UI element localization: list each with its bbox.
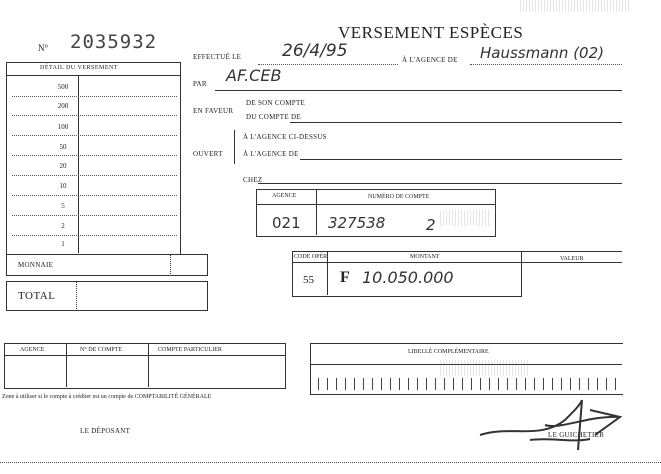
code-oper-header: CODE OPÉR. — [294, 254, 329, 260]
row-line — [12, 195, 177, 196]
denom-50: 50 — [59, 143, 67, 151]
libelle-char-grid — [318, 378, 618, 390]
a-lagence-de-label: À L'AGENCE DE — [243, 150, 299, 158]
total-divider — [76, 282, 77, 309]
account-header-line — [256, 204, 495, 205]
denom-10: 10 — [59, 182, 67, 190]
operation-header-line — [292, 262, 622, 263]
account-cle-value[interactable]: 2 — [426, 216, 436, 234]
row-line — [12, 115, 177, 116]
general-compte-header: N° DE COMPTE — [80, 347, 123, 353]
detail-header-line — [6, 75, 180, 76]
bottom-edge-line — [0, 462, 661, 463]
chez-line — [258, 183, 622, 184]
row-line — [12, 155, 177, 156]
date-value[interactable]: 26/4/95 — [282, 41, 348, 61]
form-number: 2035932 — [70, 31, 158, 53]
guichetier-label: LE GUICHETIER — [548, 431, 605, 439]
detail-table — [6, 62, 181, 255]
detail-title: DÉTAIL DU VERSEMENT — [40, 65, 119, 71]
general-account-table — [4, 343, 286, 389]
valeur-header: VALEUR — [560, 256, 584, 262]
agence-line — [470, 64, 622, 65]
ouvert-label: OUVERT — [193, 150, 223, 158]
date-line — [258, 64, 398, 65]
row-line — [12, 175, 177, 176]
de-son-compte-label: DE SON COMPTE — [246, 99, 306, 107]
denom-500: 500 — [57, 83, 69, 91]
effectue-label: EFFECTUÉ LE — [193, 53, 242, 61]
scan-noise — [440, 210, 490, 226]
montant-value[interactable]: 10.050.000 — [362, 268, 454, 287]
faveur-line — [290, 122, 622, 123]
deposant-label: LE DÉPOSANT — [80, 427, 131, 435]
du-compte-de-label: DU COMPTE DE — [246, 113, 301, 121]
agence-ci-dessus-label: À L'AGENCE CI-DESSUS — [243, 133, 327, 141]
scan-noise — [440, 360, 530, 376]
row-line — [12, 215, 177, 216]
denom-2: 2 — [61, 222, 65, 230]
scan-noise — [520, 0, 630, 12]
denom-5: 5 — [61, 202, 65, 210]
montant-header: MONTANT — [410, 254, 440, 260]
denom-1: 1 — [61, 240, 65, 248]
monnaie-divider — [170, 255, 171, 274]
agence-label: À L'AGENCE DE — [402, 56, 458, 64]
chez-label: CHEZ — [243, 176, 263, 184]
total-label: TOTAL — [18, 290, 56, 302]
par-value[interactable]: AF.CEB — [226, 66, 282, 85]
libelle-header: LIBELLÉ COMPLÉMENTAIRE — [408, 349, 489, 355]
account-numero-header: NUMÉRO DE COMPTE — [368, 194, 430, 200]
general-agence-header: AGENCE — [20, 347, 45, 353]
ouvert-line — [300, 159, 622, 160]
general-col-2 — [148, 344, 149, 387]
account-numero-value[interactable]: 327538 — [328, 214, 386, 232]
general-col-1 — [66, 344, 67, 387]
currency-label: F — [340, 269, 350, 286]
account-agence-header: AGENCE — [272, 193, 297, 199]
valeur-line — [520, 251, 622, 252]
form-number-prefix: N° — [38, 43, 49, 53]
general-particulier-header: COMPTE PARTICULIER — [158, 347, 222, 353]
detail-col-divider — [78, 76, 79, 253]
zone-note: Zone à utiliser si le compte à créditer est un compte de COMPTABILITÉ GÉNÉRALE — [2, 394, 212, 400]
ouvert-bracket — [234, 130, 235, 164]
general-header-line — [4, 355, 285, 356]
denom-20: 20 — [59, 162, 67, 170]
par-label: PAR — [193, 80, 207, 88]
account-col-divider — [316, 190, 317, 235]
en-faveur-label: EN FAVEUR — [193, 107, 234, 115]
monnaie-label: MONNAIE — [18, 261, 54, 269]
agence-value[interactable]: Haussmann (02) — [480, 44, 604, 62]
form-title: VERSEMENT ESPÈCES — [338, 23, 524, 42]
par-line — [215, 90, 622, 91]
row-line — [12, 96, 177, 97]
account-agence-value[interactable]: 021 — [272, 214, 301, 232]
row-line — [12, 135, 177, 136]
signature-mark — [470, 395, 630, 455]
row-line — [12, 235, 177, 236]
denom-200: 200 — [57, 102, 69, 110]
denom-100: 100 — [57, 123, 69, 131]
code-oper-value[interactable]: 55 — [303, 274, 314, 286]
